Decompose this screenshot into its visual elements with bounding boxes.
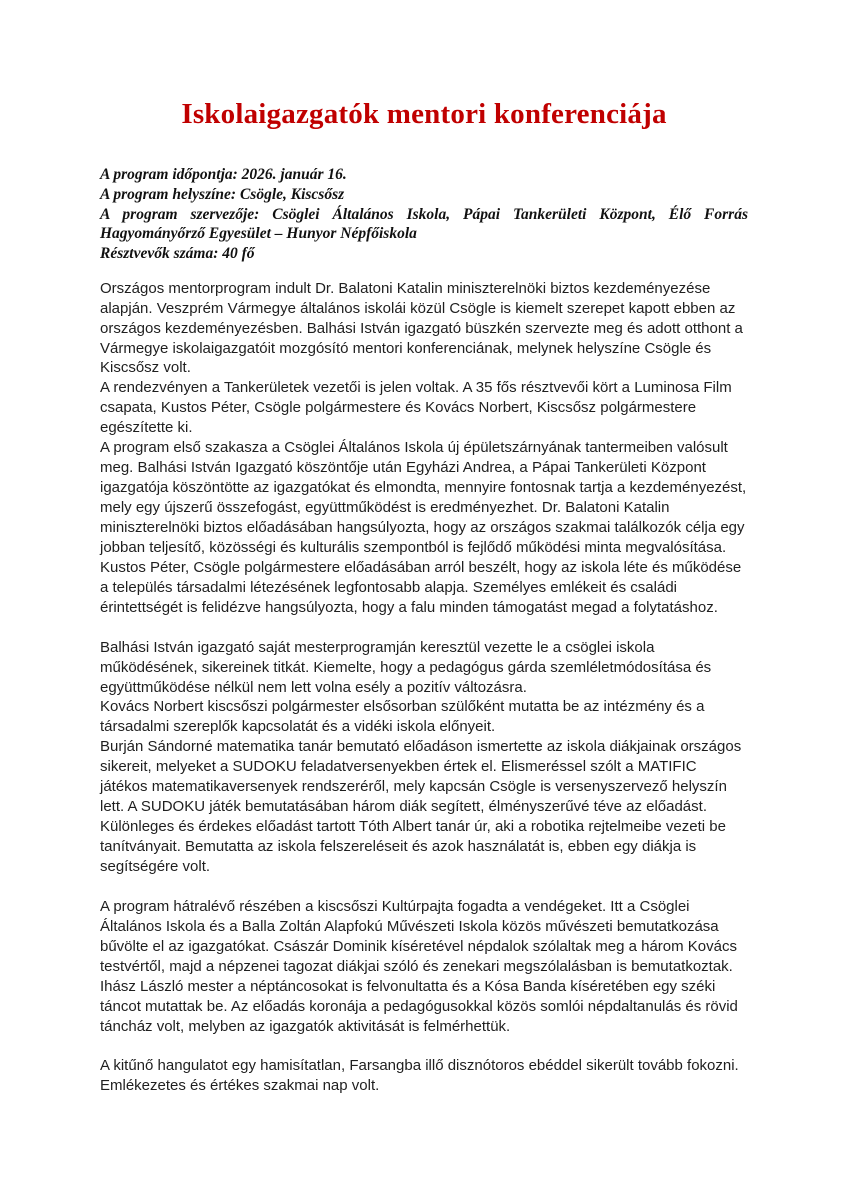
paragraph: A rendezvényen a Tankerületek vezetői is jelen voltak. A 35 fős résztvevői kört a Luminosa Film csapata, Kustos Péter, Csögle polgármestere és Kovács Norbert, Kiscsősz polgármestere egészítette ki. [100,379,732,437]
document-body [100,279,748,1097]
paragraph: Burján Sándorné matematika tanár bemutató előadáson ismertette az iskola diákjainak országos sikereit, melyeket a SUDOKU feladatversenyekben értek el. Elismeréssel szólt a MATIFIC játékos matematikaversenyek rendszeréről, mely kapcsán Csögle is versenyszervező helyszín lett. A SUDOKU játék bemutatásában három diák segített, élményszerűvé téve az előadást. [100,738,742,816]
document-title: Iskolaigazgatók mentori konferenciája [181,98,667,130]
program-meta-block [100,165,748,263]
paragraph: A program első szakasza a Csöglei Általános Iskola új épületszárnyának tantermeiben valósult meg. Balhási István Igazgató köszöntője után Egyházi Andrea, a Pápai Tankerületi Központ igazgatója köszöntötte az igazgatókat és elmondta, mennyire fontosnak tartja a kezdeményezést, mely egy újszerű összefogást, együttműködést is eredményezhet. Dr. Balatoni Katalin miniszterelnöki biztos előadásában hangsúlyozta, hogy az országos szakmai találkozók célja egy jobban teljesítő, közösségi és kulturális szempontból is fejlődő működési minta megvalósítása. [100,439,747,556]
meta-line: A program helyszíne: Csögle, Kiscsősz [100,186,345,204]
meta-line: Résztvevők száma: 40 fő [100,245,255,263]
paragraph: Különleges és érdekes előadást tartott Tóth Albert tanár úr, aki a robotika rejtelmeibe vezeti be tanítványait. Bemutatta az iskola felszereléseit és azok használatát is, ebben egy diákja is segítségére volt. [100,818,726,875]
meta-line: A program szervezője: Csöglei Általános Iskola, Pápai Tankerületi Központ, Élő Forrás Hagyományőrző Egyesület – Hunyor Népfőiskola [100,205,748,243]
paragraph: A kitűnő hangulatot egy hamisítatlan, Farsangba illő disznótoros ebéddel sikerült tovább fokozni. Emlékezetes és értékes szakmai nap volt. [100,1057,739,1095]
paragraph: A program hátralévő részében a kiscsőszi Kultúrpajta fogadta a vendégeket. Itt a Csöglei Általános Iskola és a Balla Zoltán Alapfokú Művészeti Iskola közös művészeti bemutatkozása bűvölte el az igazgatókat. Császár Dominik kíséretével népdalok szólaltak meg a három Kovács testvértől, majd a népzenei tagozat diákjai szóló és zenekari megszólalásban is bemutatkoztak. Ihász László mester a néptáncosokat is felvonultatta és a Kósa Banda kíséretében egy széki táncot mutattak be. Az előadás koronája a pedagógusokkal közös somlói népdaltanulás és rövid táncház volt, melyben az igazgatók aktivitását is felmérhettük. [100,897,738,1035]
paragraph: Balhási István igazgató saját mesterprogramján keresztül vezette le a csöglei iskola működésének, sikereinek titkát. Kiemelte, hogy a pedagógus gárda szemléletmódosítása és együttműködése nélkül nem lett volna esély a pozitív változásra. [100,638,712,696]
paragraph: Kovács Norbert kiscsőszi polgármester elsősorban szülőként mutatta be az intézmény és a társadalmi szereplők kapcsolatát és a vidéki iskola előnyeit. [100,698,705,736]
paragraph: Országos mentorprogram indult Dr. Balatoni Katalin miniszterelnöki biztos kezdeményezése alapján. Veszprém Vármegye általános iskolái közül Csögle is kiemelt szerepet kapott ebben az országos kezdeményezésben. Balhási István igazgató büszkén szervezte meg és adott otthont a Vármegye iskolaigazgatóit mozgósító mentori konferenciának, melynek helyszíne Csögle és Kiscsősz volt. [100,279,743,377]
paragraph: Kustos Péter, Csögle polgármestere előadásában arról beszélt, hogy az iskola léte és működése a település társadalmi létezésének legfontosabb alapja. Személyes emlékeit és családi érintettségét is felidézve hangsúlyozta, hogy a falu minden támogatást megad a folytatáshoz. [100,558,742,616]
meta-line: A program időpontja: 2026. január 16. [100,166,347,184]
